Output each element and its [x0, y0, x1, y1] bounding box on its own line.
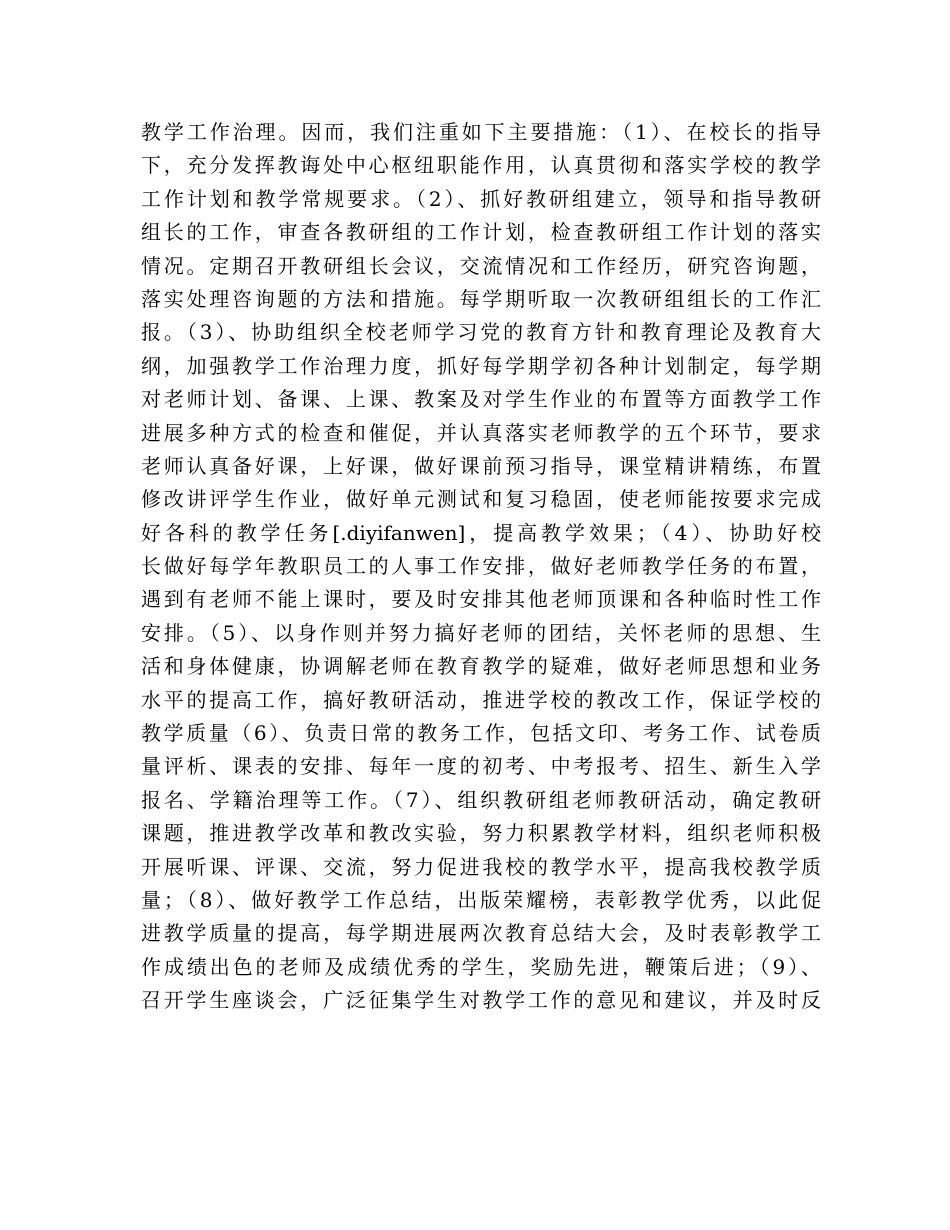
text-line: 教学工作治理。因而，我们注重如下主要措施：（1）、在校长的指导 — [141, 120, 821, 144]
text-line: 报。（3）、协助组织全校老师学习党的教育方针和教育理论及教育大 — [141, 320, 821, 345]
text-line: 遇到有老师不能上课时，要及时安排其他老师顶课和各种临时性工作 — [141, 587, 821, 612]
text-line: 开展听课、评课、交流，努力促进我校的教学水平，提高我校教学质 — [141, 854, 821, 879]
text-line: 进教学质量的提高，每学期进展两次教育总结大会，及时表彰教学工 — [141, 921, 821, 946]
text-line: 组长的工作，审查各教研组的工作计划，检查教研组工作计划的落实 — [141, 220, 821, 245]
text-line: 量评析、课表的安排、每年一度的初考、中考报考、招生、新生入学 — [141, 754, 821, 779]
text-line: 召开学生座谈会，广泛征集学生对教学工作的意见和建议，并及时反 — [141, 988, 821, 1013]
text-line: 好各科的教学任务[.diyifanwen]，提高教学效果；（4）、协助好校 — [141, 520, 821, 545]
text-line: 纲，加强教学工作治理力度，抓好每学期学初各种计划制定，每学期 — [141, 353, 821, 378]
text-line: 老师认真备好课，上好课，做好课前预习指导，课堂精讲精练，布置 — [141, 453, 821, 478]
text-line: 下，充分发挥教诲处中心枢纽职能作用，认真贯彻和落实学校的教学 — [141, 153, 821, 178]
text-line: 修改讲评学生作业，做好单元测试和复习稳固，使老师能按要求完成 — [141, 487, 821, 512]
text-line: 量；（8）、做好教学工作总结，出版荣耀榜，表彰教学优秀，以此促 — [141, 887, 821, 912]
text-line: 工作计划和教学常规要求。（2）、抓好教研组建立，领导和指导教研 — [141, 186, 821, 211]
text-line: 课题，推进教学改革和教改实验，努力积累教学材料，组织老师积极 — [141, 821, 821, 846]
text-line: 进展多种方式的检查和催促，并认真落实老师教学的五个环节，要求 — [141, 420, 821, 445]
text-line: 活和身体健康，协调解老师在教育教学的疑难，做好老师思想和业务 — [141, 654, 821, 679]
text-line: 情况。定期召开教研组长会议，交流情况和工作经历，研究咨询题， — [141, 253, 821, 278]
text-line: 作成绩出色的老师及成绩优秀的学生，奖励先进，鞭策后进；（9）、 — [141, 954, 821, 979]
text-line: 教学质量（6）、负责日常的教务工作，包括文印、考务工作、试卷质 — [141, 721, 821, 746]
body-text — [141, 116, 821, 1018]
text-line: 长做好每学年教职员工的人事工作安排，做好老师教学任务的布置， — [141, 554, 821, 579]
text-line: 对老师计划、备课、上课、教案及对学生作业的布置等方面教学工作 — [141, 387, 821, 412]
text-line: 报名、学籍治理等工作。（7）、组织教研组老师教研活动，确定教研 — [141, 787, 821, 812]
text-line: 水平的提高工作，搞好教研活动，推进学校的教改工作，保证学校的 — [141, 687, 821, 712]
text-line: 安排。（5）、以身作则并努力搞好老师的团结，关怀老师的思想、生 — [141, 620, 821, 645]
text-line: 落实处理咨询题的方法和措施。每学期听取一次教研组组长的工作汇 — [141, 286, 821, 311]
